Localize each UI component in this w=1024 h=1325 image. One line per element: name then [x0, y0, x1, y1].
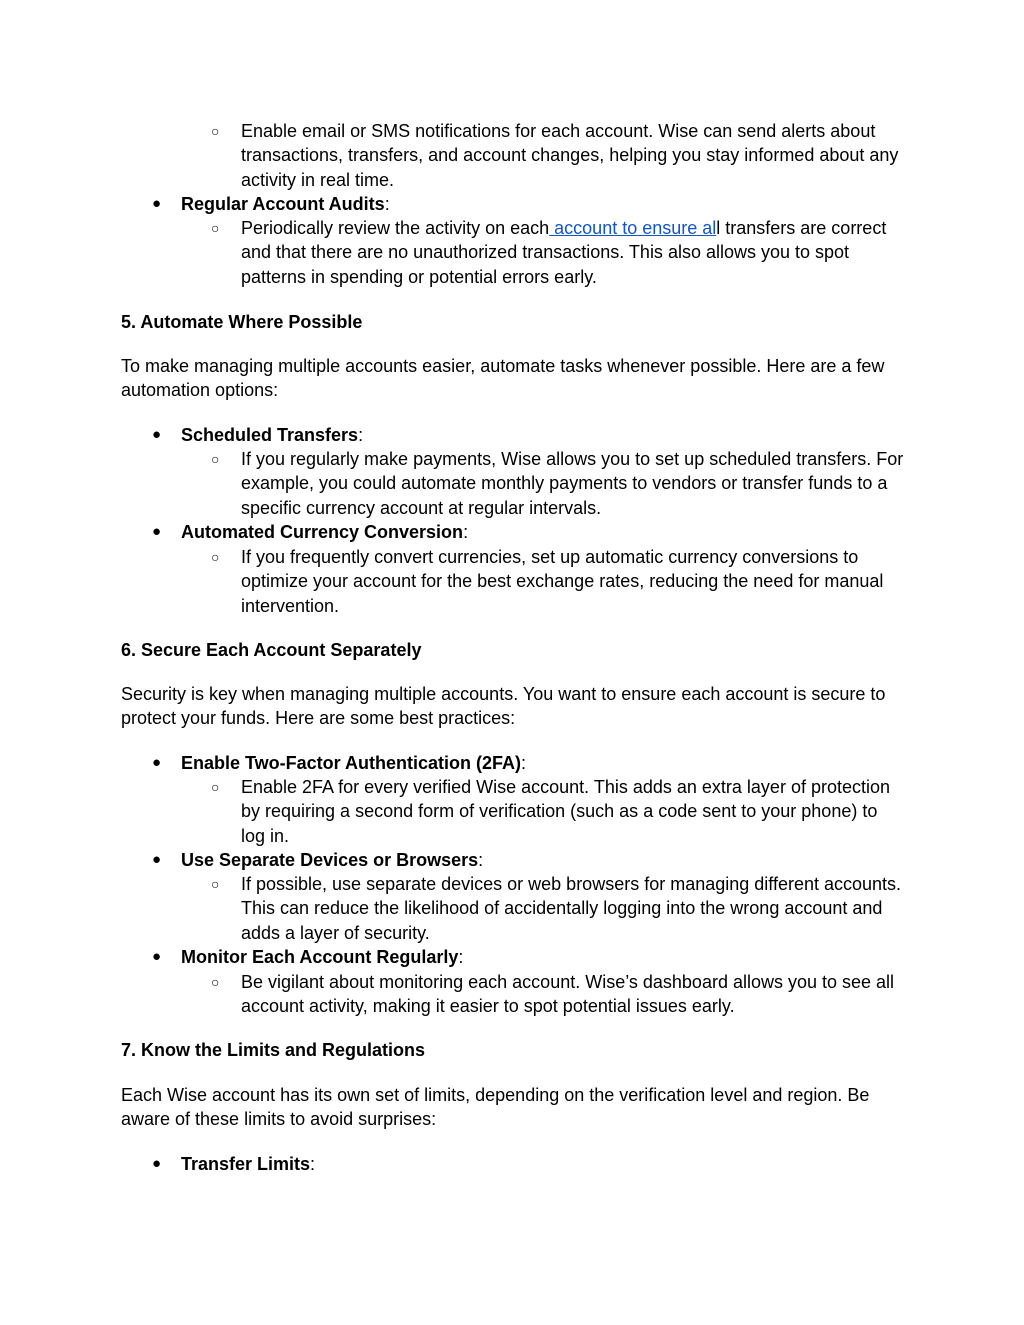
- sub-item-text: If possible, use separate devices or web browsers for managing different accounts. This can reduce the likelihood of accidentally logging into the wrong account and adds a layer of security.: [241, 874, 902, 943]
- bullet-marker: ●: [152, 195, 162, 212]
- list-item-label: [181, 1152, 315, 1176]
- list-item-label: [181, 192, 390, 216]
- list-item-title: Automated Currency Conversion: [181, 522, 464, 542]
- list-item-label: [181, 751, 526, 775]
- list-item-title: Use Separate Devices or Browsers: [181, 850, 479, 870]
- bullet-marker: ●: [152, 426, 162, 443]
- list-item-label: [181, 423, 363, 447]
- sub-bullet-marker: ○: [211, 451, 220, 467]
- section-intro-7: Each Wise account has its own set of limits, depending on the verification level and region. Be aware of these limits to avoid surprises:: [121, 1085, 870, 1130]
- sub-item-text: If you regularly make payments, Wise allows you to set up scheduled transfers. For example, you could automate monthly payments to vendors or transfer funds to a specific currency account at regular intervals.: [241, 449, 904, 518]
- bullet-marker: ●: [152, 754, 162, 771]
- sub-item-text: [241, 216, 906, 289]
- list-item-title: Scheduled Transfers: [181, 425, 359, 445]
- section-intro-5: To make managing multiple accounts easier, automate tasks whenever possible. Here are a few automation options:: [121, 356, 885, 401]
- section-intro-6: Security is key when managing multiple accounts. You want to ensure each account is secure to protect your funds. Here are some best practices:: [121, 684, 886, 729]
- list-item-title: Monitor Each Account Regularly: [181, 947, 459, 967]
- bullet-marker: ●: [152, 851, 162, 868]
- list-item-title: Enable Two-Factor Authentication (2FA): [181, 753, 522, 773]
- sub-bullet-marker: ○: [211, 876, 220, 892]
- sub-bullet-marker: ○: [211, 123, 220, 139]
- sub-bullet-marker: ○: [211, 974, 220, 990]
- list-item-separator: :: [384, 194, 390, 214]
- section-heading-7: 7. Know the Limits and Regulations: [121, 1040, 426, 1060]
- account-link[interactable]: account to ensure al: [549, 218, 717, 238]
- sub-bullet-marker: ○: [211, 549, 220, 565]
- list-item-label: [181, 520, 468, 544]
- audit-text-start: Periodically review the activity on each: [241, 218, 550, 238]
- sub-item-text: Enable email or SMS notifications for each account. Wise can send alerts about transactions, transfers, and account changes, helping you stay informed about any activity in real time.: [241, 121, 899, 190]
- bullet-marker: ●: [152, 948, 162, 965]
- list-item-label: [181, 848, 483, 872]
- sub-bullet-marker: ○: [211, 779, 220, 795]
- list-item-separator: :: [463, 522, 469, 542]
- audit-text-end: l transfers are correct and that there are no unauthorized transactions. This also allows you to spot patterns in spending or potential errors early.: [241, 218, 887, 287]
- sub-bullet-marker: ○: [211, 220, 220, 236]
- list-item-separator: :: [458, 947, 464, 967]
- list-item-separator: :: [358, 425, 364, 445]
- bullet-marker: ●: [152, 1155, 162, 1172]
- list-item-separator: :: [310, 1154, 316, 1174]
- sub-item-text: Be vigilant about monitoring each account. Wise’s dashboard allows you to see all account activity, making it easier to spot potential issues early.: [241, 972, 895, 1017]
- list-item-title: Regular Account Audits: [181, 194, 385, 214]
- list-item-separator: :: [521, 753, 527, 773]
- list-item-label: [181, 945, 463, 969]
- list-item-separator: :: [478, 850, 484, 870]
- sub-item-text: Enable 2FA for every verified Wise account. This adds an extra layer of protection by requiring a second form of verification (such as a code sent to your phone) to log in.: [241, 777, 891, 846]
- sub-item-text: If you frequently convert currencies, set up automatic currency conversions to optimize your account for the best exchange rates, reducing the need for manual intervention.: [241, 547, 884, 616]
- list-item-title: Transfer Limits: [181, 1154, 311, 1174]
- section-heading-6: 6. Secure Each Account Separately: [121, 640, 422, 660]
- section-heading-5: 5. Automate Where Possible: [121, 312, 363, 332]
- bullet-marker: ●: [152, 523, 162, 540]
